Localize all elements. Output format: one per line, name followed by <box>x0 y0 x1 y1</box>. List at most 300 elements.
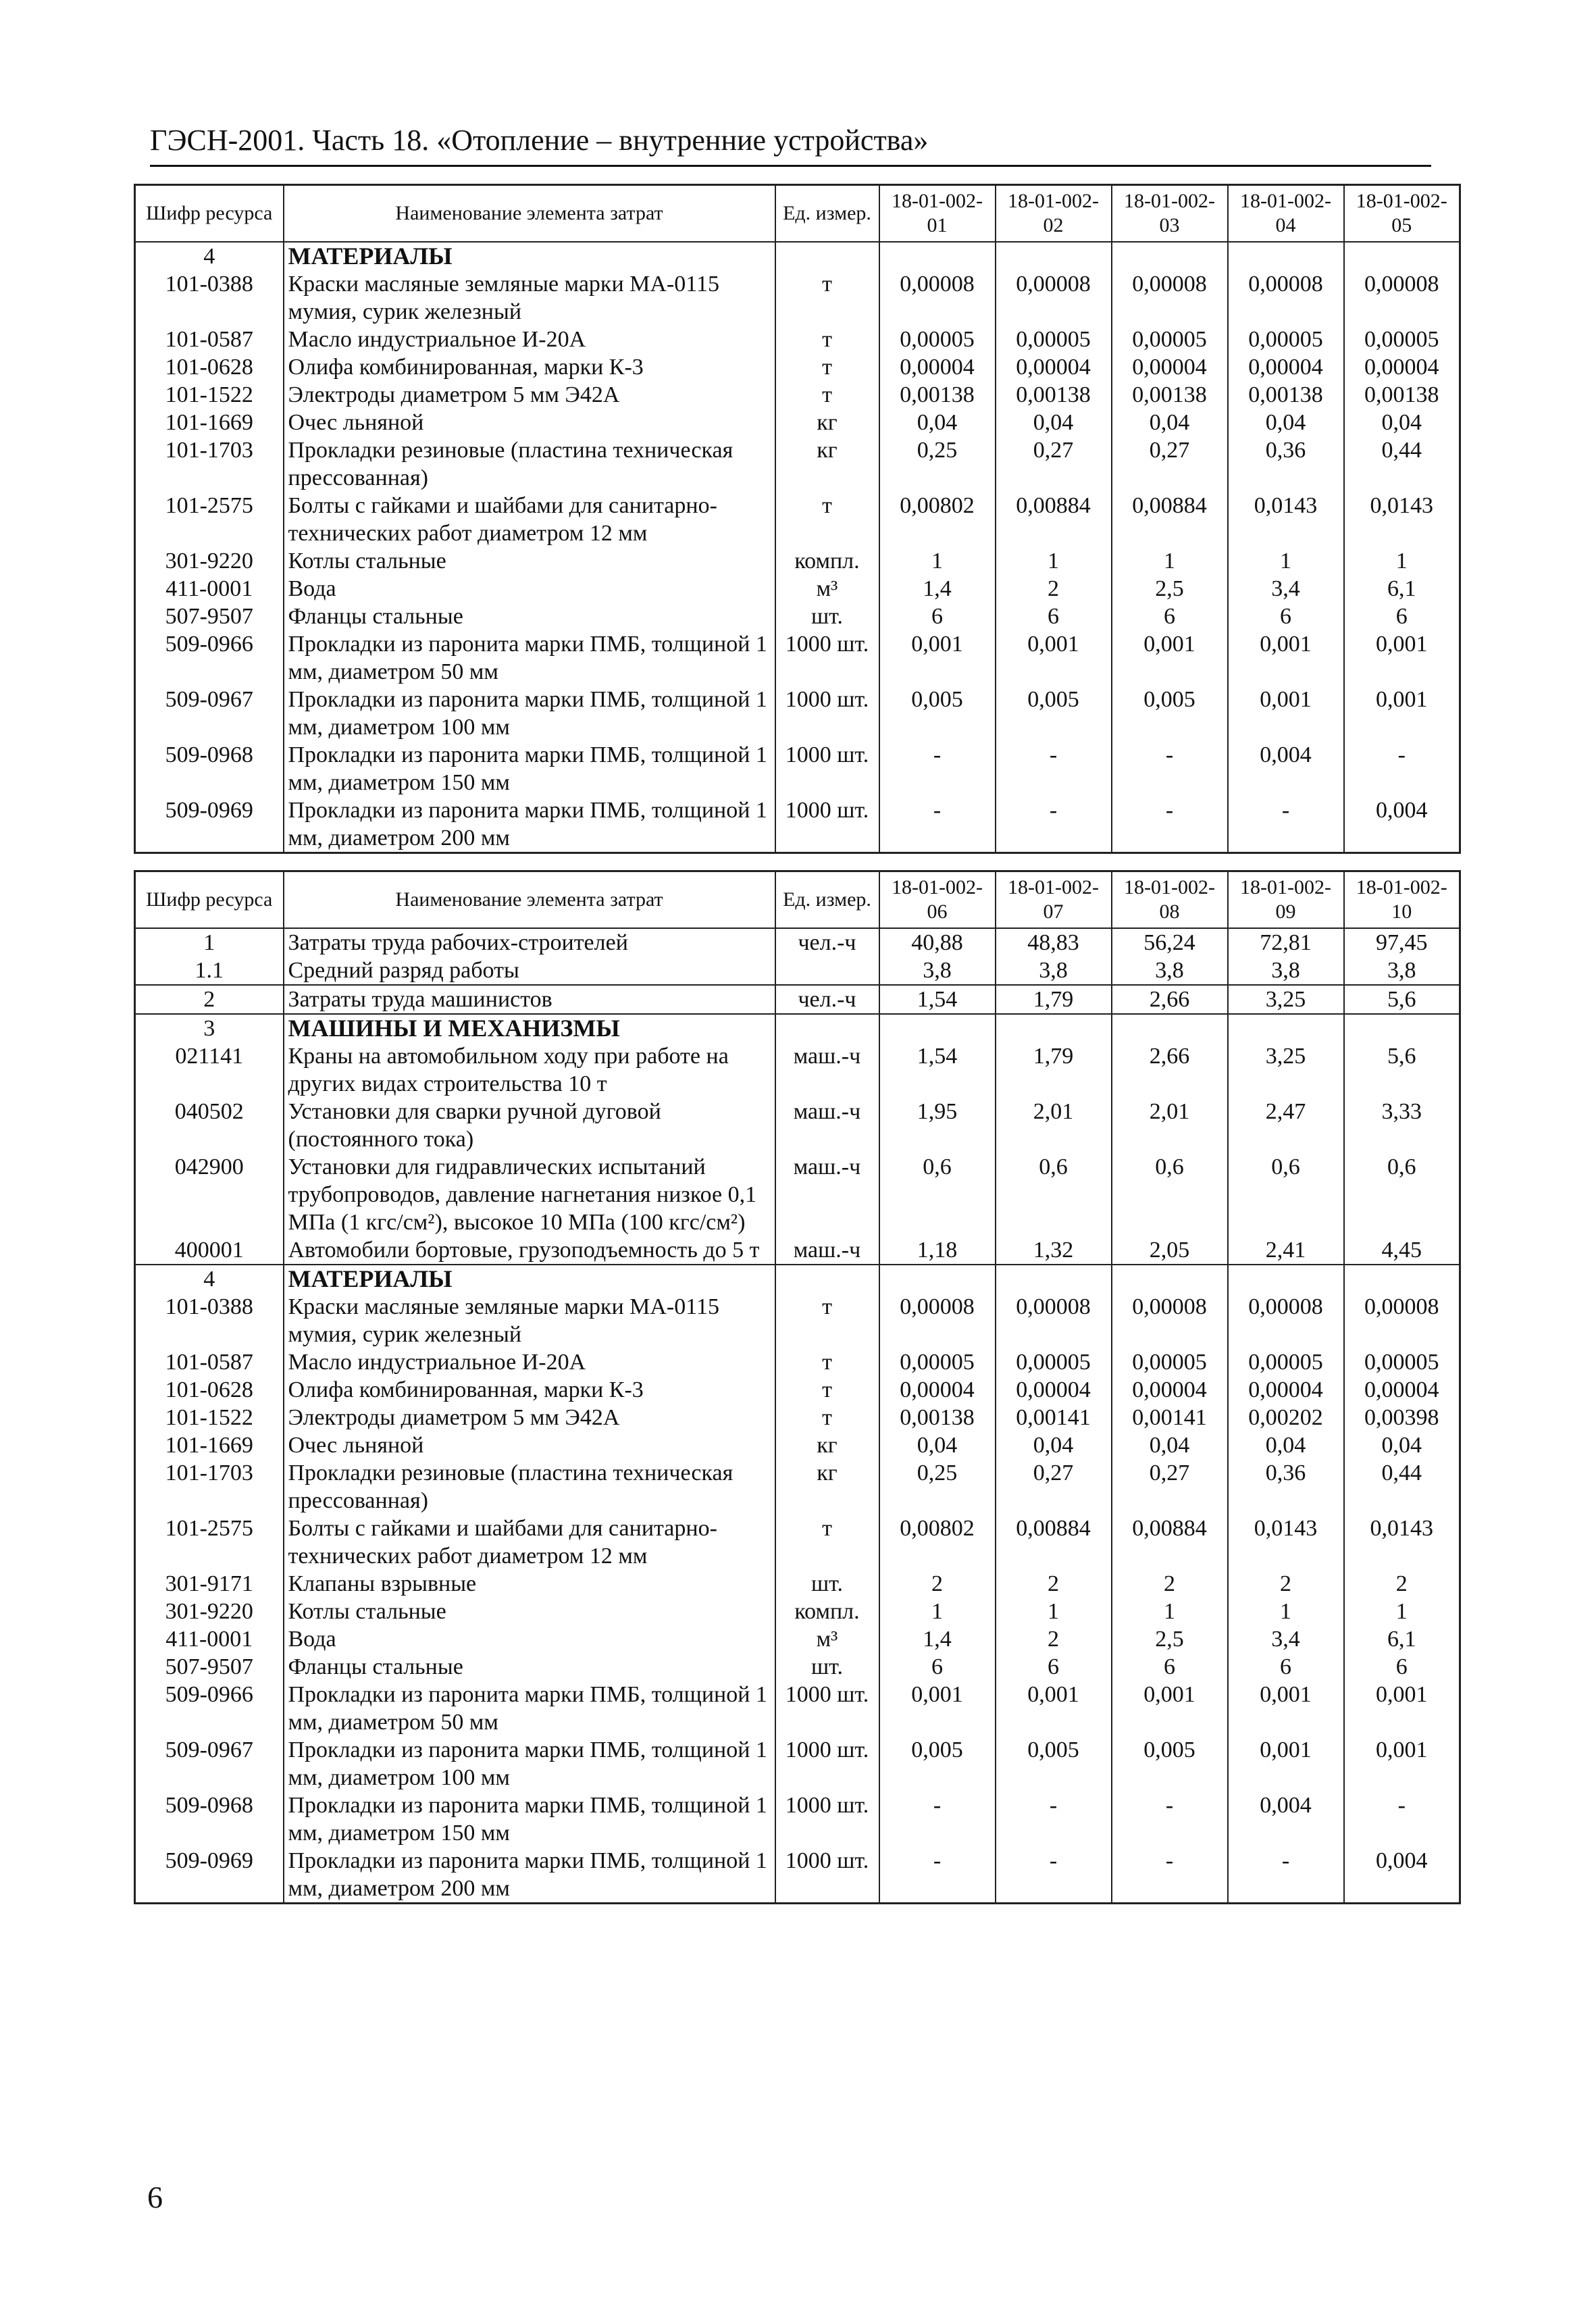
resource-code-cell: 509-0967 <box>135 686 284 741</box>
norm-value-cell: 0,00398 <box>1344 1404 1460 1431</box>
norm-value-cell: 0,001 <box>1344 686 1460 741</box>
resource-code-cell: 4 <box>135 1265 284 1293</box>
cost-element-name-cell: Краски масляные земляные марки МА-0115 мумия, сурик железный <box>284 270 775 326</box>
norm-value-cell: 1,4 <box>879 575 996 603</box>
column-header: Ед. измер. <box>775 871 879 929</box>
table-row <box>135 1236 1460 1265</box>
norm-value-cell: 1,79 <box>996 1042 1112 1098</box>
norm-value-cell: 4,45 <box>1344 1236 1460 1265</box>
norm-value-cell: 0,6 <box>879 1153 996 1236</box>
norm-value-cell: 3,8 <box>1112 957 1228 985</box>
norm-value-cell: 0,00008 <box>1228 1293 1344 1348</box>
norm-value-cell: 0,005 <box>879 686 996 741</box>
norm-value-cell: 1,54 <box>879 1042 996 1098</box>
table-row <box>135 1098 1460 1153</box>
norm-value-cell: 2 <box>879 1570 996 1598</box>
table-row <box>135 1293 1460 1348</box>
unit-cell: шт. <box>775 1653 879 1681</box>
table-row <box>135 741 1460 796</box>
norm-value-cell: 0,005 <box>879 1736 996 1791</box>
cost-element-name-cell: Прокладки из паронита марки ПМБ, толщиной 1 мм, диаметром 150 мм <box>284 741 775 796</box>
resource-code-cell: 301-9220 <box>135 547 284 575</box>
norm-value-cell: 0,6 <box>1344 1153 1460 1236</box>
unit-cell: кг <box>775 1431 879 1459</box>
norm-value-cell: - <box>1228 796 1344 853</box>
cost-element-name-cell: Очес льняной <box>284 1431 775 1459</box>
column-header: 18-01-002-07 <box>996 871 1112 929</box>
resource-code-cell: 411-0001 <box>135 575 284 603</box>
table-row <box>135 1153 1460 1236</box>
unit-cell: 1000 шт. <box>775 630 879 686</box>
cost-element-name-cell: Болты с гайками и шайбами для санитарно-технических работ диаметром 12 мм <box>284 492 775 547</box>
unit-cell: 1000 шт. <box>775 796 879 853</box>
norm-value-cell: - <box>1112 1847 1228 1904</box>
table-row <box>135 985 1460 1014</box>
norm-value-cell: - <box>879 1791 996 1847</box>
norm-value-cell: - <box>996 1847 1112 1904</box>
norm-value-cell: 1,79 <box>996 985 1112 1014</box>
norm-value-cell: 0,04 <box>1228 1431 1344 1459</box>
norm-value-cell: 0,001 <box>996 630 1112 686</box>
norm-value-cell: 2 <box>996 1625 1112 1653</box>
norm-value-cell: 0,005 <box>996 1736 1112 1791</box>
norm-value-cell <box>879 242 996 270</box>
norm-value-cell: 0,00005 <box>996 326 1112 353</box>
norm-value-cell: 2,41 <box>1228 1236 1344 1265</box>
unit-cell: т <box>775 381 879 409</box>
unit-cell: м³ <box>775 575 879 603</box>
resource-code-cell: 2 <box>135 985 284 1014</box>
norm-value-cell: 0,00138 <box>996 381 1112 409</box>
norm-value-cell: 0,00884 <box>1112 492 1228 547</box>
cost-element-name-cell: Прокладки из паронита марки ПМБ, толщиной 1 мм, диаметром 200 мм <box>284 796 775 853</box>
cost-element-name-cell: Вода <box>284 1625 775 1653</box>
norm-value-cell: 0,0143 <box>1344 492 1460 547</box>
unit-cell <box>775 957 879 985</box>
norm-value-cell: - <box>879 1847 996 1904</box>
cost-element-name-cell: Масло индустриальное И-20А <box>284 1348 775 1376</box>
page-header: ГЭСН-2001. Часть 18. «Отопление – внутренние устройства» <box>150 122 1431 167</box>
norm-value-cell: 0,00008 <box>1112 1293 1228 1348</box>
table-row <box>135 630 1460 686</box>
norm-value-cell: 0,00004 <box>1344 353 1460 381</box>
norm-value-cell: 6 <box>1344 603 1460 630</box>
norm-value-cell: 0,00004 <box>996 353 1112 381</box>
cost-element-name-cell: Болты с гайками и шайбами для санитарно-технических работ диаметром 12 мм <box>284 1515 775 1570</box>
norm-value-cell: 0,27 <box>996 1459 1112 1515</box>
table-row <box>135 547 1460 575</box>
norm-value-cell: - <box>1228 1847 1344 1904</box>
norm-value-cell: 0,005 <box>1112 686 1228 741</box>
table-row <box>135 928 1460 957</box>
norm-value-cell: 1 <box>996 1598 1112 1625</box>
norm-value-cell: 0,00004 <box>879 353 996 381</box>
norm-value-cell: 0,0143 <box>1228 1515 1344 1570</box>
table-row <box>135 686 1460 741</box>
table-row <box>135 1431 1460 1459</box>
table-row <box>135 1736 1460 1791</box>
unit-cell: м³ <box>775 1625 879 1653</box>
norm-value-cell: 0,004 <box>1228 1791 1344 1847</box>
cost-element-name-cell: Прокладки из паронита марки ПМБ, толщиной 1 мм, диаметром 50 мм <box>284 630 775 686</box>
norm-value-cell: 0,00005 <box>1344 326 1460 353</box>
norm-value-cell: 0,0143 <box>1228 492 1344 547</box>
norm-value-cell <box>996 242 1112 270</box>
norm-value-cell: 0,04 <box>1344 1431 1460 1459</box>
cost-element-name-cell: Клапаны взрывные <box>284 1570 775 1598</box>
unit-cell: кг <box>775 1459 879 1515</box>
norm-value-cell <box>1112 242 1228 270</box>
cost-element-name-cell: МАТЕРИАЛЫ <box>284 1265 775 1293</box>
norm-value-cell: 2,5 <box>1112 575 1228 603</box>
table-header-row <box>135 185 1460 243</box>
resource-code-cell: 040502 <box>135 1098 284 1153</box>
norm-value-cell: 3,25 <box>1228 985 1344 1014</box>
norm-value-cell: - <box>1344 1791 1460 1847</box>
norm-value-cell: 0,27 <box>996 436 1112 492</box>
norm-value-cell: 0,00005 <box>879 326 996 353</box>
norm-value-cell: - <box>879 796 996 853</box>
norm-value-cell: 0,001 <box>1228 1736 1344 1791</box>
norm-value-cell: 1,18 <box>879 1236 996 1265</box>
unit-cell: шт. <box>775 603 879 630</box>
resource-code-cell: 101-0388 <box>135 270 284 326</box>
norm-value-cell: 0,00005 <box>1112 326 1228 353</box>
norm-value-cell: 0,00004 <box>1344 1376 1460 1404</box>
norm-value-cell <box>1344 1014 1460 1042</box>
unit-cell: маш.-ч <box>775 1042 879 1098</box>
norm-value-cell: 0,001 <box>1344 1736 1460 1791</box>
column-header: 18-01-002-10 <box>1344 871 1460 929</box>
norm-value-cell: 5,6 <box>1344 1042 1460 1098</box>
norm-value-cell: 1 <box>879 1598 996 1625</box>
cost-element-name-cell: Электроды диаметром 5 мм Э42А <box>284 381 775 409</box>
resource-code-cell: 101-0388 <box>135 1293 284 1348</box>
norm-value-cell: 0,001 <box>1228 686 1344 741</box>
cost-element-name-cell: Прокладки резиновые (пластина техническая прессованная) <box>284 1459 775 1515</box>
column-header: Ед. измер. <box>775 185 879 243</box>
norm-value-cell: 0,00138 <box>879 381 996 409</box>
norm-value-cell: 0,00005 <box>1112 1348 1228 1376</box>
table-row <box>135 575 1460 603</box>
unit-cell <box>775 1265 879 1293</box>
norm-value-cell: 0,00008 <box>879 270 996 326</box>
column-header: Шифр ресурса <box>135 185 284 243</box>
resource-code-cell: 101-0628 <box>135 353 284 381</box>
resource-code-cell: 101-0587 <box>135 326 284 353</box>
norm-value-cell: 2,5 <box>1112 1625 1228 1653</box>
norm-value-cell: 3,4 <box>1228 1625 1344 1653</box>
norm-value-cell: 6,1 <box>1344 575 1460 603</box>
norm-value-cell: 3,25 <box>1228 1042 1344 1098</box>
norm-value-cell: - <box>1112 741 1228 796</box>
unit-cell: компл. <box>775 1598 879 1625</box>
resource-code-cell: 509-0966 <box>135 630 284 686</box>
unit-cell: кг <box>775 409 879 436</box>
unit-cell <box>775 1014 879 1042</box>
norm-value-cell: 0,04 <box>996 1431 1112 1459</box>
norm-value-cell: 3,8 <box>1228 957 1344 985</box>
cost-element-name-cell: Масло индустриальное И-20А <box>284 326 775 353</box>
resource-code-cell: 509-0968 <box>135 1791 284 1847</box>
table-row <box>135 1515 1460 1570</box>
norm-value-cell: 0,44 <box>1344 1459 1460 1515</box>
norm-value-cell: 97,45 <box>1344 928 1460 957</box>
page-number: 6 <box>147 2180 163 2214</box>
norm-value-cell: 5,6 <box>1344 985 1460 1014</box>
norm-value-cell: 2 <box>1344 1570 1460 1598</box>
unit-cell: т <box>775 1348 879 1376</box>
norm-value-cell: 6 <box>1112 603 1228 630</box>
resource-code-cell: 101-0587 <box>135 1348 284 1376</box>
resource-code-cell: 1 <box>135 928 284 957</box>
column-header: 18-01-002-08 <box>1112 871 1228 929</box>
section-row <box>135 1265 1460 1293</box>
norm-value-cell: 0,00005 <box>1228 326 1344 353</box>
cost-element-name-cell: Прокладки из паронита марки ПМБ, толщиной 1 мм, диаметром 50 мм <box>284 1681 775 1736</box>
norm-value-cell <box>1228 1014 1344 1042</box>
resource-code-cell: 021141 <box>135 1042 284 1098</box>
table-row <box>135 326 1460 353</box>
resource-code-cell: 101-1522 <box>135 381 284 409</box>
norm-value-cell: 0,004 <box>1344 1847 1460 1904</box>
norm-value-cell: 0,27 <box>1112 1459 1228 1515</box>
cost-element-name-cell: Олифа комбинированная, марки К-3 <box>284 1376 775 1404</box>
norm-value-cell: 6 <box>996 603 1112 630</box>
norm-value-cell <box>1228 1265 1344 1293</box>
norm-value-cell: - <box>1344 741 1460 796</box>
resource-code-cell: 101-1703 <box>135 1459 284 1515</box>
column-header: Наименование элемента затрат <box>284 185 775 243</box>
norm-value-cell: 3,8 <box>1344 957 1460 985</box>
column-header: 18-01-002-03 <box>1112 185 1228 243</box>
table-row <box>135 1681 1460 1736</box>
norm-value-cell: 1 <box>879 547 996 575</box>
norm-value-cell: 1 <box>1228 547 1344 575</box>
norm-value-cell: 1,32 <box>996 1236 1112 1265</box>
norm-value-cell: 0,00008 <box>1344 270 1460 326</box>
norm-value-cell: 0,0143 <box>1344 1515 1460 1570</box>
table-row <box>135 1459 1460 1515</box>
table-row <box>135 409 1460 436</box>
norm-value-cell: 0,00004 <box>1112 353 1228 381</box>
norm-value-cell: - <box>996 796 1112 853</box>
norm-value-cell: 1 <box>1344 1598 1460 1625</box>
norm-value-cell <box>1344 242 1460 270</box>
norm-value-cell: 0,00202 <box>1228 1404 1344 1431</box>
table-row <box>135 1570 1460 1598</box>
table-row <box>135 353 1460 381</box>
norm-value-cell: 6 <box>1112 1653 1228 1681</box>
norm-value-cell <box>1112 1014 1228 1042</box>
cost-element-name-cell: Прокладки из паронита марки ПМБ, толщиной 1 мм, диаметром 150 мм <box>284 1791 775 1847</box>
norm-value-cell: 0,004 <box>1228 741 1344 796</box>
table-row <box>135 436 1460 492</box>
norm-value-cell: 0,00138 <box>1344 381 1460 409</box>
norm-value-cell: 0,04 <box>1228 409 1344 436</box>
norm-value-cell: 0,00138 <box>1112 381 1228 409</box>
norm-table-2 <box>134 870 1461 1904</box>
resource-code-cell: 509-0969 <box>135 1847 284 1904</box>
norm-value-cell: 0,00005 <box>996 1348 1112 1376</box>
norm-value-cell: 1 <box>996 547 1112 575</box>
norm-value-cell: 0,00008 <box>1228 270 1344 326</box>
norm-value-cell: 0,00802 <box>879 1515 996 1570</box>
norm-value-cell <box>1344 1265 1460 1293</box>
norm-value-cell: 2,47 <box>1228 1098 1344 1153</box>
norm-value-cell: 0,00008 <box>996 1293 1112 1348</box>
unit-cell: кг <box>775 436 879 492</box>
norm-value-cell: 6 <box>879 603 996 630</box>
norm-value-cell: 0,6 <box>1228 1153 1344 1236</box>
column-header: Шифр ресурса <box>135 871 284 929</box>
norm-value-cell: 0,001 <box>879 630 996 686</box>
norm-value-cell: 2,66 <box>1112 1042 1228 1098</box>
column-header: Наименование элемента затрат <box>284 871 775 929</box>
norm-value-cell: 3,33 <box>1344 1098 1460 1153</box>
table-row <box>135 1653 1460 1681</box>
norm-value-cell: 0,04 <box>1112 409 1228 436</box>
cost-element-name-cell: Затраты труда рабочих-строителей <box>284 928 775 957</box>
unit-cell: 1000 шт. <box>775 1736 879 1791</box>
cost-element-name-cell: Очес льняной <box>284 409 775 436</box>
resource-code-cell: 507-9507 <box>135 1653 284 1681</box>
norm-value-cell: 0,00004 <box>1112 1376 1228 1404</box>
norm-value-cell: 0,001 <box>996 1681 1112 1736</box>
cost-element-name-cell: Краски масляные земляные марки МА-0115 мумия, сурик железный <box>284 1293 775 1348</box>
norm-value-cell: 0,04 <box>1112 1431 1228 1459</box>
cost-element-name-cell: Прокладки из паронита марки ПМБ, толщиной 1 мм, диаметром 100 мм <box>284 686 775 741</box>
resource-code-cell: 509-0969 <box>135 796 284 853</box>
column-header: 18-01-002-06 <box>879 871 996 929</box>
norm-value-cell: 0,00008 <box>1344 1293 1460 1348</box>
norm-value-cell: 2,66 <box>1112 985 1228 1014</box>
table-row <box>135 1791 1460 1847</box>
norm-value-cell: 0,00884 <box>1112 1515 1228 1570</box>
cost-element-name-cell: Котлы стальные <box>284 547 775 575</box>
unit-cell: т <box>775 270 879 326</box>
unit-cell: т <box>775 1376 879 1404</box>
resource-code-cell: 101-0628 <box>135 1376 284 1404</box>
norm-value-cell: 6 <box>879 1653 996 1681</box>
norm-value-cell: 6 <box>1344 1653 1460 1681</box>
norm-value-cell: 0,04 <box>879 1431 996 1459</box>
norm-value-cell: 6 <box>996 1653 1112 1681</box>
norm-value-cell: 0,00008 <box>1112 270 1228 326</box>
cost-element-name-cell: Фланцы стальные <box>284 603 775 630</box>
resource-code-cell: 1.1 <box>135 957 284 985</box>
unit-cell: т <box>775 1404 879 1431</box>
unit-cell: т <box>775 1293 879 1348</box>
unit-cell: т <box>775 1515 879 1570</box>
cost-element-name-cell: Вода <box>284 575 775 603</box>
table-row <box>135 796 1460 853</box>
norm-value-cell: 1 <box>1112 1598 1228 1625</box>
resource-code-cell: 101-2575 <box>135 1515 284 1570</box>
unit-cell: компл. <box>775 547 879 575</box>
norm-value-cell: 0,001 <box>1112 630 1228 686</box>
unit-cell: маш.-ч <box>775 1236 879 1265</box>
norm-value-cell: 0,00884 <box>996 492 1112 547</box>
cost-element-name-cell: Краны на автомобильном ходу при работе на других видах строительства 10 т <box>284 1042 775 1098</box>
resource-code-cell: 101-1703 <box>135 436 284 492</box>
norm-value-cell <box>1228 242 1344 270</box>
norm-value-cell: 6 <box>1228 1653 1344 1681</box>
norm-value-cell <box>879 1014 996 1042</box>
table-row <box>135 1404 1460 1431</box>
resource-code-cell: 509-0967 <box>135 1736 284 1791</box>
norm-value-cell: 2,01 <box>996 1098 1112 1153</box>
norm-value-cell <box>996 1014 1112 1042</box>
norm-value-cell: 1 <box>1344 547 1460 575</box>
section-row <box>135 242 1460 270</box>
norm-value-cell: 0,25 <box>879 1459 996 1515</box>
norm-value-cell: 3,8 <box>996 957 1112 985</box>
cost-element-name-cell: Олифа комбинированная, марки К-3 <box>284 353 775 381</box>
table-row <box>135 1042 1460 1098</box>
resource-code-cell: 509-0968 <box>135 741 284 796</box>
unit-cell: т <box>775 326 879 353</box>
unit-cell: чел.-ч <box>775 985 879 1014</box>
norm-value-cell: 0,6 <box>1112 1153 1228 1236</box>
cost-element-name-cell: Прокладки из паронита марки ПМБ, толщиной 1 мм, диаметром 200 мм <box>284 1847 775 1904</box>
norm-value-cell: 0,27 <box>1112 436 1228 492</box>
norm-value-cell: 6,1 <box>1344 1625 1460 1653</box>
section-row <box>135 1014 1460 1042</box>
norm-value-cell: 2 <box>996 1570 1112 1598</box>
norm-value-cell <box>1112 1265 1228 1293</box>
norm-value-cell: 0,25 <box>879 436 996 492</box>
norm-value-cell: 1,95 <box>879 1098 996 1153</box>
norm-value-cell: 40,88 <box>879 928 996 957</box>
norm-value-cell: 1,54 <box>879 985 996 1014</box>
resource-code-cell: 301-9220 <box>135 1598 284 1625</box>
unit-cell <box>775 242 879 270</box>
unit-cell: маш.-ч <box>775 1098 879 1153</box>
resource-code-cell: 4 <box>135 242 284 270</box>
unit-cell: 1000 шт. <box>775 1681 879 1736</box>
norm-value-cell: 0,00802 <box>879 492 996 547</box>
norm-value-cell: 0,00004 <box>1228 1376 1344 1404</box>
norm-value-cell: 1 <box>1228 1598 1344 1625</box>
norm-value-cell: 0,36 <box>1228 1459 1344 1515</box>
cost-element-name-cell: Прокладки резиновые (пластина техническая прессованная) <box>284 436 775 492</box>
norm-value-cell: 0,00004 <box>879 1376 996 1404</box>
unit-cell: т <box>775 492 879 547</box>
cost-element-name-cell: МАТЕРИАЛЫ <box>284 242 775 270</box>
norm-value-cell: 6 <box>1228 603 1344 630</box>
resource-code-cell: 042900 <box>135 1153 284 1236</box>
norm-value-cell: 0,00004 <box>1228 353 1344 381</box>
norm-value-cell: 0,001 <box>879 1681 996 1736</box>
table-row <box>135 1625 1460 1653</box>
resource-code-cell: 101-1522 <box>135 1404 284 1431</box>
norm-value-cell <box>996 1265 1112 1293</box>
norm-value-cell: 0,00004 <box>996 1376 1112 1404</box>
norm-value-cell: 0,6 <box>996 1153 1112 1236</box>
unit-cell: т <box>775 353 879 381</box>
norm-value-cell: 0,00008 <box>879 1293 996 1348</box>
norm-value-cell: 0,005 <box>996 686 1112 741</box>
norm-value-cell: 3,4 <box>1228 575 1344 603</box>
norm-value-cell: 0,00008 <box>996 270 1112 326</box>
cost-element-name-cell: Установки для гидравлических испытаний трубопроводов, давление нагнетания низкое 0,1 МПа (1 кгс/см²), высокое 10 МПа (100 кгс/см²) <box>284 1153 775 1236</box>
cost-element-name-cell: Средний разряд работы <box>284 957 775 985</box>
norm-value-cell: 72,81 <box>1228 928 1344 957</box>
table-row <box>135 270 1460 326</box>
norm-value-cell: - <box>1112 796 1228 853</box>
norm-value-cell: 0,04 <box>996 409 1112 436</box>
